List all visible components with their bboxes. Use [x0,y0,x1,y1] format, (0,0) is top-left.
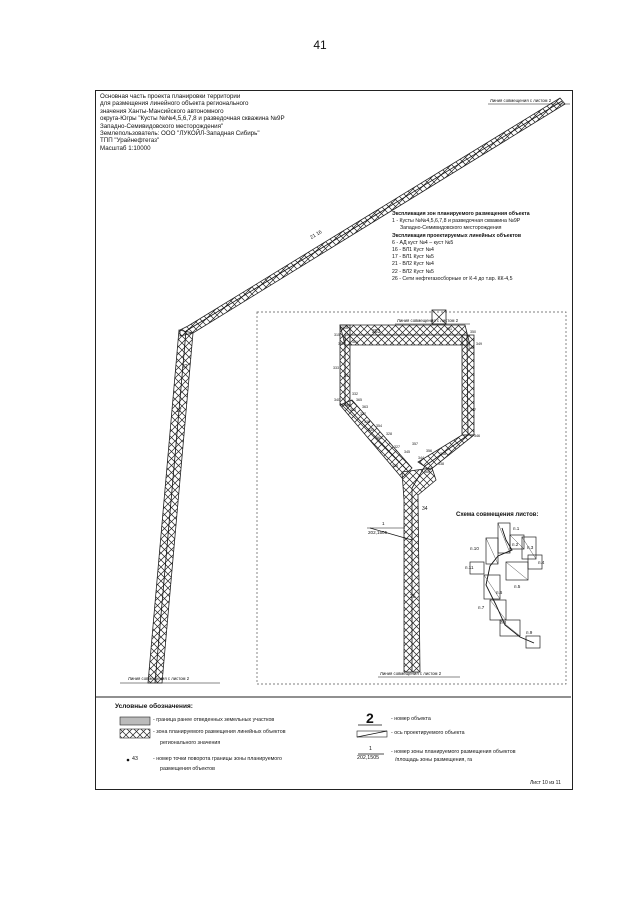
legend-zone: - зона планируемого размещения линейных объектов [153,729,286,735]
point-label: 336 [364,420,370,424]
match-line-label: Линия совмещения с листом 2 [397,318,459,323]
legend-zone-num-cont: /площадь зоны размещения, га [395,757,473,763]
route-label: 363 [372,329,381,335]
zone-area: 202,1505 [368,530,388,535]
legend-object-sample: 2 [366,710,374,726]
title-line: Основная часть проекта планировки территории [100,93,241,100]
title-line: Землепользователь: ООО "ЛУКОЙЛ-Западная Сибирь" [100,130,260,138]
route-label: 22 [182,364,188,370]
legend-zone-cont: регионального значения [160,740,221,746]
point-label: 354 [376,424,382,428]
point-label: 365 [356,398,362,402]
point-label: 337 [360,412,366,416]
point-label: 342 [344,374,350,378]
title-line: округа-Югры "Кусты №№4,5,6,7,8 и разведочная скважина №9Р [100,115,285,123]
point-label: 346 [474,434,480,438]
point-label: 355 [350,408,356,412]
point-label: 316 [342,326,348,330]
corridor-center [340,310,474,672]
point-label: 363 [362,405,368,409]
point-label: 358 [440,452,446,456]
corridor-left [148,98,565,683]
legend-zone-num-bottom: 202,1505 [357,755,380,761]
point-label: 339 [392,464,398,468]
point-label: 344 [418,456,424,460]
title-line: Масштаб 1:10000 [100,144,151,152]
sheet-label: п.10 [470,546,479,551]
route-label: 34 [422,506,428,512]
legend-point-sample: 43 [132,756,138,762]
point-label: 350 [470,330,476,334]
point-label: 356 [426,449,432,453]
legend-title: Условные обозначения: [115,703,193,710]
title-line: Западно-Семивидовского месторождения" [100,122,224,130]
point-label: 341 [346,404,352,408]
sheet-label: п.9 [526,630,533,635]
sheet-label: п.7 [478,605,485,610]
object-item: 17 - ВЛ1 Куст №5 [392,254,434,261]
sheet-scheme-title: Схема совмещения листов: [456,512,539,518]
zone-heading: Экспликация зон планируемого размещения объекта [392,211,530,217]
point-label: 340 [334,398,340,402]
point-label: 351 [446,327,452,331]
object-item: 26 - Сети нефтегазосборные от К-4 до т.вр. КК-4,5 [392,275,513,282]
title-block [100,93,285,152]
title-line: значения Ханты-Мансийского автономного [100,107,224,115]
explication-block [392,211,562,283]
page-number: 41 [313,38,327,52]
legend-zone-num: - номер зоны планируемого размещения объектов [391,749,516,755]
legend-axis: - ось проектируемого объекта [391,730,465,736]
point-label: 347 [470,408,476,412]
point-label: 348 [468,346,474,350]
sheet-label: п.11 [465,565,474,570]
sheet-label: п.6 [496,590,503,595]
point-label: 333 [333,366,339,370]
point-label: 328 [386,432,392,436]
object-item: 6 - АД куст №4 – куст №5 [392,239,454,246]
sheet-label: п.2 [512,542,519,547]
sheet-label: п.5 [514,584,521,589]
object-item: 21 - ВЛ2 Куст №4 [392,261,434,268]
point-label: 338 [438,462,444,466]
point-label: 335 [368,428,374,432]
route-label: 17 [176,408,182,414]
legend-point-cont: размещения объектов [160,766,215,772]
title-line: ТПП "Урайнефтегаз" [100,137,160,145]
point-label: 357 [412,442,418,446]
legend-point: - номер точки поворота границы зоны планируемого [153,756,282,762]
match-line-label: Линия совмещения с листом 2 [380,671,442,676]
point-label: 349 [476,342,482,346]
object-item: 22 - ВЛ2 Куст №5 [392,268,434,275]
legend-prev-plots: - граница ранее отведенных земельных участков [153,717,275,723]
point-label: 332 [352,392,358,396]
match-line-label: Линия совмещения с листом 2 [128,676,190,681]
sheet-label: п.4 [538,560,545,565]
point-label: 345 [404,450,410,454]
sheet-label: п.8 [500,620,507,625]
point-label: 315 [334,333,340,337]
zone-item: 1 - Кусты №№4,5,6,7,8 и разведочная скважина №9Р [392,218,521,225]
route-label: 26 [410,594,416,600]
legend-object: - номер объекта [391,716,431,722]
match-line-label: Линия совмещения с листом 2 [490,98,552,103]
objects-heading: Экспликация проектируемых линейных объектов [392,232,522,239]
route-label: 21 16 [309,229,324,241]
zone-item-cont: Западно-Семивидовского месторождения [400,225,502,232]
object-item: 16 - ВЛ1 Куст №4 [392,247,434,254]
sheet-footer: Лист 10 из 11 [530,780,561,786]
point-label: 364 [376,436,382,440]
sheet-label: п.1 [513,526,520,531]
point-label: 360 [424,470,430,474]
sheet-label: п.3 [527,545,534,550]
zone-number: 1 [382,521,385,526]
point-label: 327 [394,445,400,449]
title-line: для размещения линейного объекта регионального [100,100,249,108]
point-label: 362 [338,342,344,346]
legend-zone-num-top: 1 [369,746,372,752]
point-label: 361 [352,340,358,344]
